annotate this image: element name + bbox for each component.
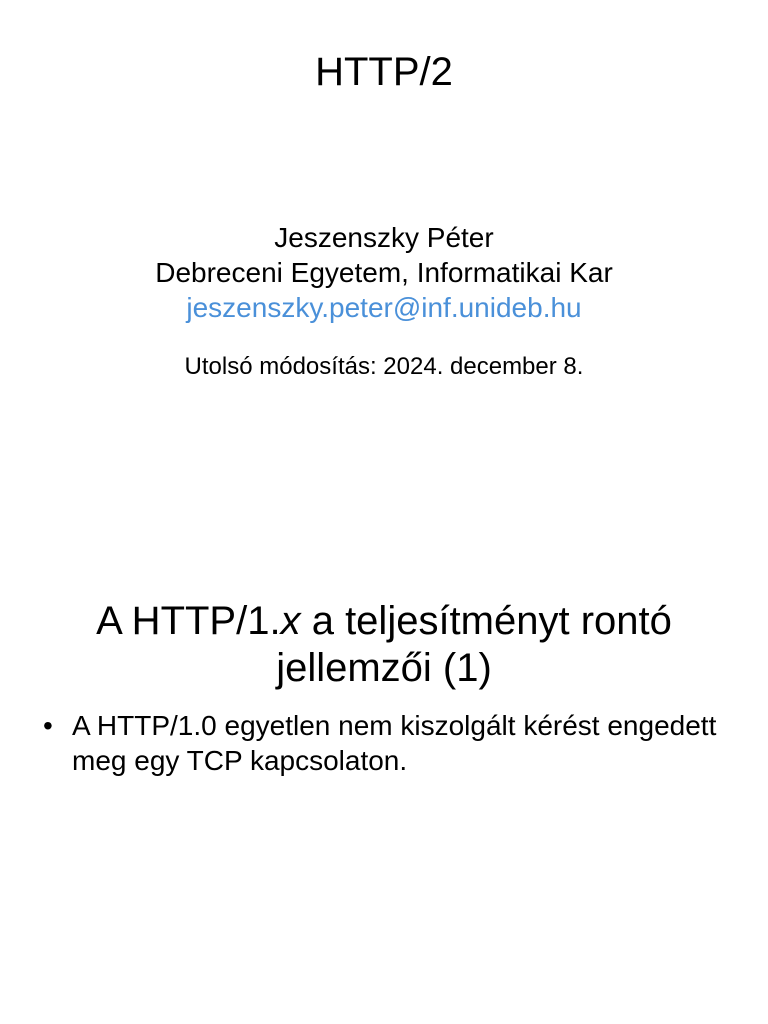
- slide-title: [0, 598, 768, 692]
- slide-title-line-1: [0, 598, 768, 645]
- title-prefix: A HTTP/1.: [96, 599, 281, 643]
- author-affiliation: Debreceni Egyetem, Informatikai Kar: [155, 257, 613, 288]
- title-suffix: a teljesítményt rontó: [300, 599, 672, 643]
- author-block: [0, 220, 768, 325]
- bullet-dot-icon: •: [43, 710, 53, 741]
- presentation-title: HTTP/2: [315, 50, 453, 94]
- author-name: Jeszenszky Péter: [274, 222, 494, 253]
- content-slide: [0, 512, 768, 1024]
- bullet-text: A HTTP/1.0 egyetlen nem kiszolgált kérést engedett meg egy TCP kapcsolaton.: [72, 710, 717, 776]
- bullet-item: [40, 708, 730, 778]
- title-italic-x: x: [280, 599, 301, 643]
- last-modified-date: Utolsó módosítás: 2024. december 8.: [184, 353, 584, 380]
- bullet-list: [40, 708, 730, 778]
- slide-title-line-2: jellemzői (1): [276, 646, 492, 690]
- author-email-link[interactable]: jeszenszky.peter@inf.unideb.hu: [186, 292, 582, 323]
